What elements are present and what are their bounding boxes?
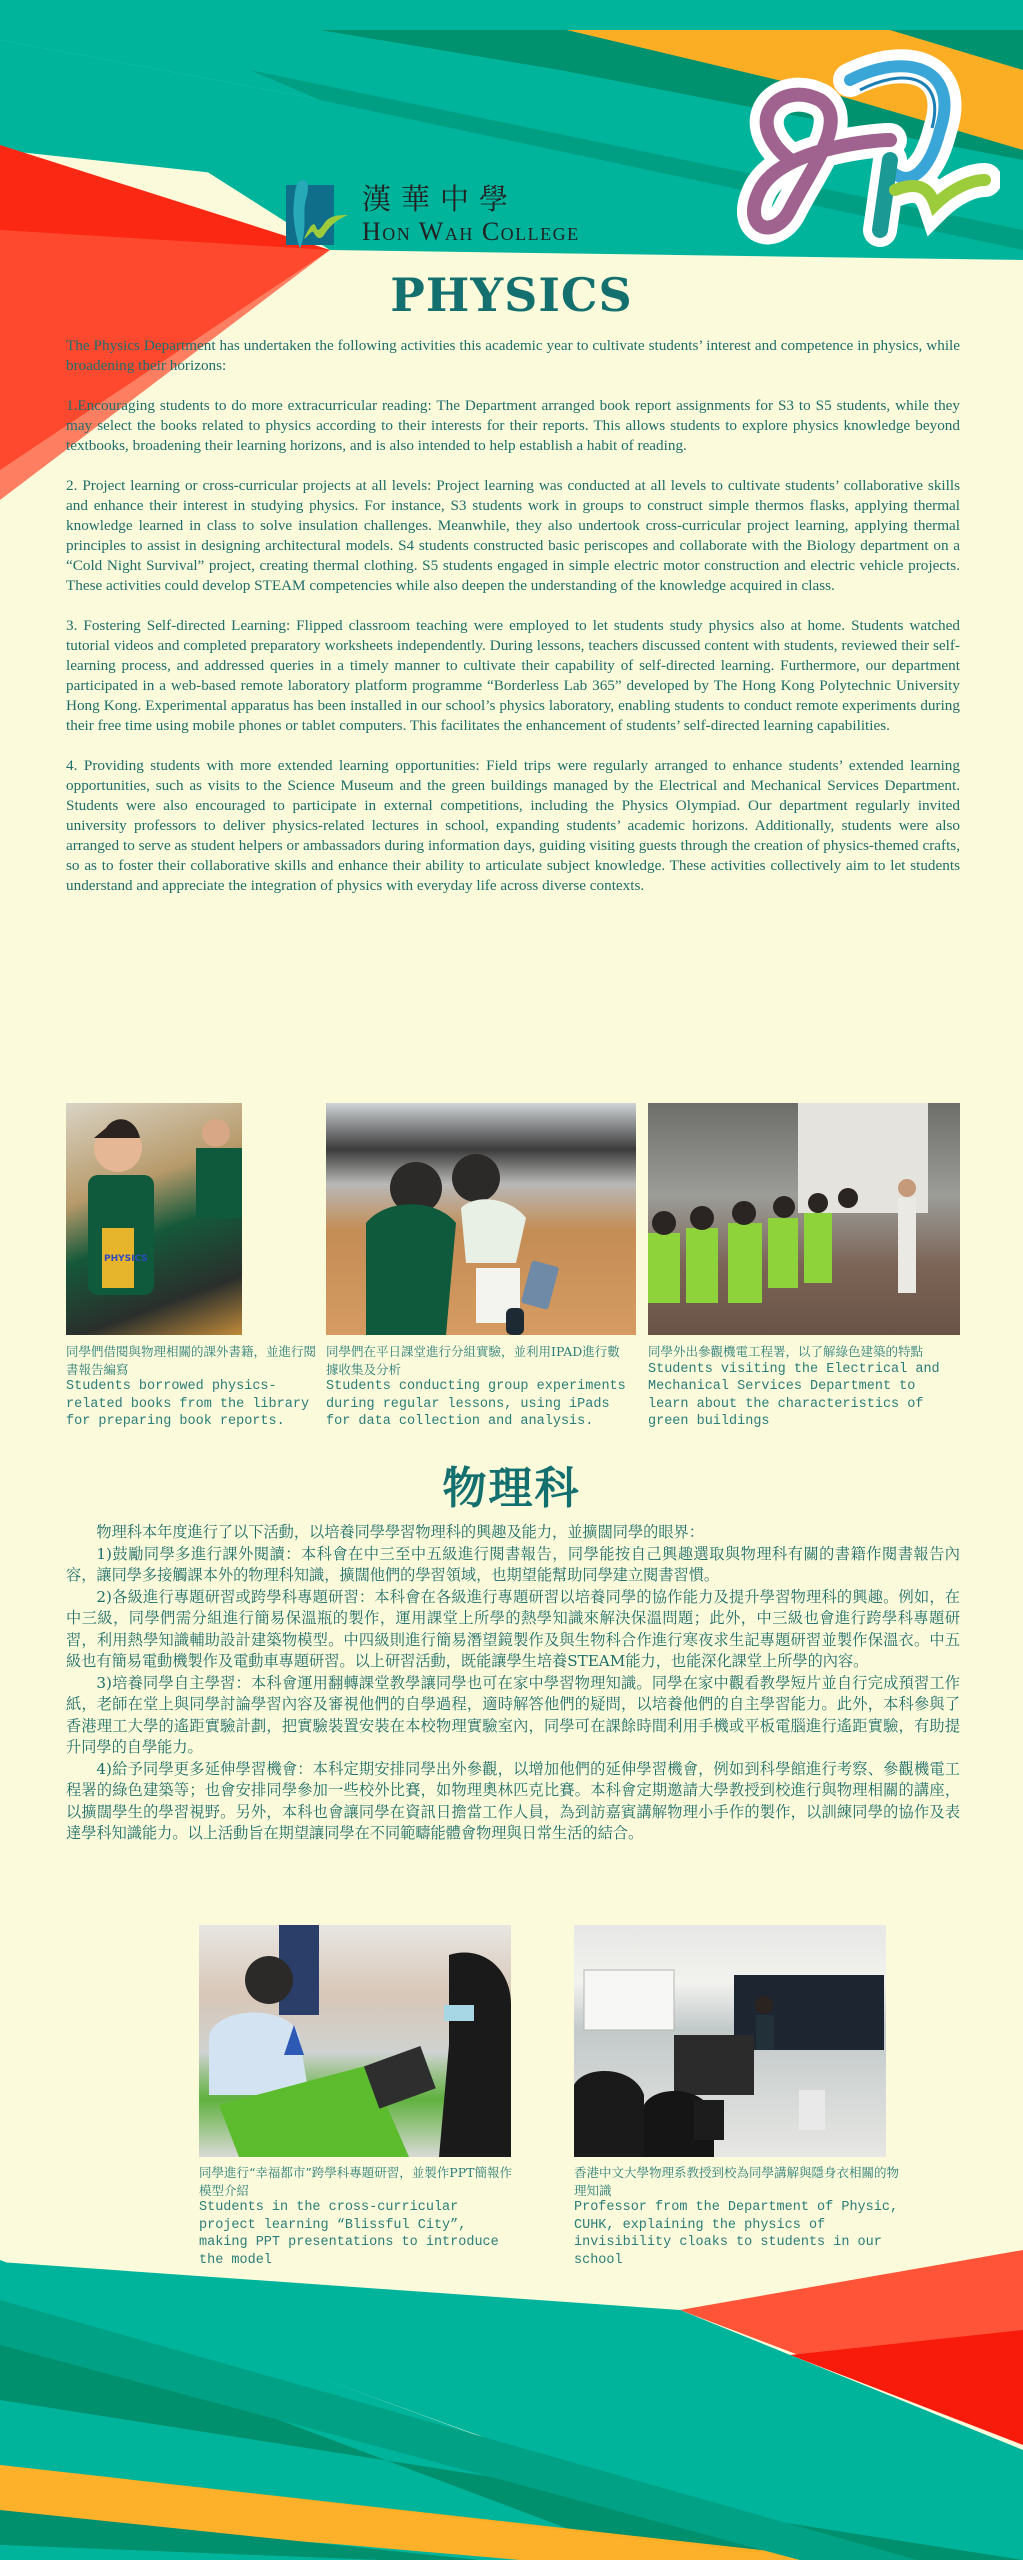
school-name-chinese: 漢華中學: [362, 182, 519, 216]
svg-text:PHYSICS: PHYSICS: [104, 1254, 148, 1264]
photo-caption-group-experiment: [326, 1343, 626, 1431]
caption-en: Students borrowed physics-related books from the library for preparing book reports.: [66, 1379, 310, 1429]
anniversary-logo-icon: [720, 40, 1000, 250]
english-item-1: 1.Encouraging students to do more extracurricular reading: The Department arranged book report assignments for S3 to S5 students, while they may select the books related to physics according to their interests for their reports. This allows students to explore physics knowledge beyond textbooks, broadening their learning horizons, and is also intended to help establish a habit of reading.: [66, 397, 960, 454]
page-title-english: PHYSICS: [390, 268, 633, 322]
chinese-item-3: 3)培養同學自主學習：本科會運用翻轉課堂教學讓同學也可在家中學習物理知識。同學在家中觀看教學短片並自行完成預習工作紙，老師在堂上與同學討論學習內容及審視他們的自學過程，適時解答他們的疑問，以培養他們的自主學習能力。此外，本科參與了香港理工大學的遙距實驗計劃，把實驗裝置安裝在本校物理實驗室內，同學可在課餘時間利用手機或平板電腦進行遙距實驗，有助提升同學的自學能力。: [66, 1673, 960, 1756]
caption-en: Professor from the Department of Physic, CUHK, explaining the physics of invisibility cloaks to students in our school: [574, 2200, 899, 2268]
photo-emsd-visit: [648, 1103, 960, 1335]
caption-zh: 同學們借閱與物理相關的課外書籍，並進行閱書報告編寫: [66, 1344, 317, 1377]
english-item-2: 2. Project learning or cross-curricular projects at all levels: Project learning was conducted at all levels to cultivate students’ collaborative skills and enhance their interest in studying physics. For instance, S3 students work in groups to construct simple thermos flasks, applying thermal knowledge learned in class to solve insulation challenges. Meanwhile, they also undertook cross-curricular project learning, applying thermal principles to assist in designing architectural models. S4 students constructed basic periscopes and collaborate with the Biology department on a “Cold Night Survival” project, creating thermal clothing. S5 students engaged in simple electric motor construction and electric vehicle projects. These activities could develop STEAM competencies while also deepen the understanding of the knowledge acquired in class.: [66, 477, 960, 594]
english-item-3: 3. Fostering Self-directed Learning: Flipped classroom teaching were employed to let students study physics also at home. Students watched tutorial videos and completed preparatory worksheets independently. During lessons, teachers discussed content with students, reviewed their self-learning process, and addressed queries in a timely manner to cultivate their capability of self-directed learning. Furthermore, our department participated in a web-based remote laboratory platform programme “Borderless Lab 365” developed by The Hong Kong Polytechnic University Hong Kong. Experimental apparatus has been installed in our school’s physics laboratory, enabling students to conduct remote experiments during their free time using mobile phones or tablet computers. This facilitates the enhancement of students’ self-directed learning capabilities.: [66, 617, 960, 734]
photo-row-top: [66, 1103, 960, 1429]
caption-en: Students in the cross-curricular project learning “Blissful City”, making PPT presentations to introduce the model: [199, 2200, 499, 2268]
caption-zh: 同學們在平日課堂進行分組實驗，並利用IPAD進行數據收集及分析: [326, 1344, 620, 1377]
school-name-english: Hon Wah College: [362, 217, 580, 246]
photo-book-reading: [66, 1103, 242, 1335]
chinese-intro: 物理科本年度進行了以下活動，以培養同學學習物理科的興趣及能力，並擴闊同學的眼界：: [96, 1523, 704, 1541]
top-light-teal-strip: [0, 0, 1023, 30]
caption-en: Students visiting the Electrical and Mechanical Services Department to learn about the characteristics of green buildings: [648, 1361, 940, 1429]
photo-caption-emsd-visit: [648, 1343, 958, 1431]
english-intro: The Physics Department has undertaken the following activities this academic year to cultivate students’ interest and competence in physics, while broadening their horizons:: [66, 337, 960, 374]
photo-caption-book-reading: [66, 1343, 316, 1431]
caption-zh: 同學外出參觀機電工程署，以了解綠色建築的特點: [648, 1344, 924, 1359]
chinese-item-2: 2)各級進行專題研習或跨學科專題研習：本科會在各級進行專題研習以培養同學的協作能力及提升學習物理科的興趣。例如，在中三級，同學們需分組進行簡易保溫瓶的製作，運用課堂上所學的熱學知識來解決保溫問題；此外，中三級也會進行跨學科專題研習，利用熱學知識輔助設計建築物模型。中四級則進行簡易潛望鏡製作及與生物科合作進行寒夜求生記專題研習並製作保溫衣。中五級也有簡易電動機製作及電動車專題研習。以上研習活動，既能讓學生培養STEAM能力，也能深化課堂上所學的內容。: [66, 1587, 960, 1670]
page-title-chinese: 物理科: [442, 1463, 581, 1514]
english-body: [66, 336, 960, 916]
photo-group-experiment: [326, 1103, 636, 1335]
chinese-body: [66, 1522, 960, 1845]
english-item-4: 4. Providing students with more extended learning opportunities: Field trips were regularly arranged to enhance students’ extended learning opportunities, such as visits to the Science Museum and the green buildings managed by the Electrical and Mechanical Services Department. Students were also encouraged to participate in external competitions, including the Physics Olympiad. Our department regularly invited university professors to deliver physics-related lectures in school, expanding students’ academic horizons. Additionally, students were also arranged to serve as student helpers or ambassadors during information days, guiding visiting guests through the creation of physics-themed crafts, so as to foster their collaborative skills and enhance their ability to articulate subject knowledge. These activities collectively aim to let students understand and appreciate the integration of physics with everyday life across diverse contexts.: [66, 757, 960, 894]
school-emblem-icon: [286, 177, 348, 251]
school-logo: [286, 174, 626, 254]
caption-zh: 香港中文大學物理系教授到校為同學講解與隱身衣相關的物理知識: [574, 2165, 900, 2198]
chinese-item-4: 4)給予同學更多延伸學習機會：本科定期安排同學出外參觀，以增加他們的延伸學習機會，例如到科學館進行考察、參觀機電工程署的綠色建築等；也會安排同學參加一些校外比賽，如物理奧林匹克比賽。本科會定期邀請大學教授到校進行與物理相關的講座，以擴闊學生的學習視野。另外，本科也會讓同學在資訊日擔當工作人員，為到訪嘉賓講解物理小手作的製作，以訓練同學的協作及表達學科知識能力。以上活動旨在期望讓同學在不同範疇能體會物理與日常生活的結合。: [66, 1759, 960, 1842]
caption-zh: 同學進行“幸福都市”跨學科專題研習，並製作PPT簡報作模型介紹: [199, 2165, 512, 2198]
chinese-item-1: 1)鼓勵同學多進行課外閱讀：本科會在中三至中五級進行閱書報告，同學能按自己興趣選取與物理科有關的書籍作閱書報告內容，讓同學多接觸課本外的物理科知識，擴闊他們的學習領域，也期望能幫助同學建立閱書習慣。: [66, 1544, 960, 1584]
caption-en: Students conducting group experiments during regular lessons, using iPads for data collection and analysis.: [326, 1379, 626, 1429]
